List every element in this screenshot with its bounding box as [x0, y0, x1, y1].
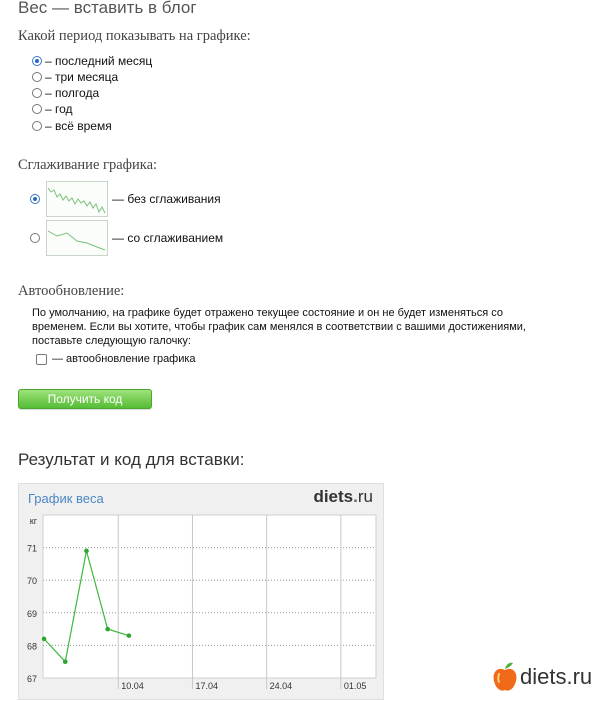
corner-logo-text: diets.ru: [520, 664, 593, 689]
smoothing-option-none[interactable]: [30, 181, 221, 217]
radio-button[interactable]: [30, 233, 40, 243]
autoupdate-description: По умолчанию, на графике будет отражено текущее состояние и он не будет изменяться со временем. Если вы хотите, чтобы график сам менялся в соответствии с вашими достижениями, поставьте следующую галочку:: [32, 307, 526, 347]
radio-button[interactable]: [32, 121, 42, 131]
period-option-half-year[interactable]: [32, 85, 99, 101]
radio-button[interactable]: [32, 72, 42, 82]
plot-area: [43, 515, 376, 678]
period-option-label: – последний месяц: [45, 54, 153, 68]
x-tick-label: 10.04: [121, 681, 144, 691]
diets-ru-corner-logo: [492, 661, 592, 693]
y-tick-label: 67: [26, 674, 37, 684]
x-tick-label: 17.04: [195, 681, 218, 691]
y-tick-label: 69: [26, 608, 37, 619]
smoothing-option-smooth[interactable]: [30, 220, 223, 256]
smooth-line-chart-icon: [46, 220, 108, 256]
y-tick-label: 70: [26, 576, 37, 587]
period-option-label: – полгода: [45, 86, 100, 100]
data-point: [63, 659, 68, 664]
autoupdate-checkbox-label: — автообновление графика: [52, 353, 196, 365]
period-section-label: Какой период показывать на графике:: [18, 28, 251, 44]
page-title: Вес — вставить в блог: [18, 0, 197, 17]
x-tick-label: 01.05: [343, 681, 367, 691]
get-code-button[interactable]: Получить код: [18, 389, 152, 409]
radio-button-checked[interactable]: [32, 56, 42, 66]
weight-chart-widget: [18, 483, 384, 700]
autoupdate-section-label: Автообновление:: [18, 283, 125, 299]
period-option-label: – год: [45, 102, 73, 116]
period-option-label: – три месяца: [45, 70, 119, 84]
period-option-last-month[interactable]: [32, 53, 152, 69]
smoothing-option-label: — без сглаживания: [112, 192, 221, 206]
data-point: [127, 633, 132, 638]
apple-logo-icon: [492, 661, 518, 693]
data-point: [42, 637, 47, 642]
widget-title: График веса: [28, 491, 104, 506]
data-point: [84, 549, 89, 554]
y-tick-label: 68: [26, 641, 37, 652]
smoothing-section-label: Сглаживание графика:: [18, 157, 158, 173]
autoupdate-checkbox-row[interactable]: [36, 353, 196, 365]
period-option-label: – всё время: [45, 119, 112, 133]
period-option-all-time[interactable]: [32, 118, 112, 134]
jagged-line-chart-icon: [46, 181, 108, 217]
radio-button[interactable]: [32, 88, 42, 98]
smoothing-option-label: — со сглаживанием: [112, 231, 224, 245]
y-axis-label: кг: [29, 516, 37, 526]
x-tick-label: 24.04: [269, 681, 293, 691]
y-tick-label: 71: [26, 543, 37, 554]
radio-button[interactable]: [32, 104, 42, 114]
result-section-title: Результат и код для вставки:: [18, 450, 245, 469]
period-option-three-months[interactable]: [32, 69, 118, 85]
period-option-year[interactable]: [32, 101, 73, 117]
autoupdate-checkbox[interactable]: [36, 354, 47, 365]
data-point: [105, 627, 110, 632]
weight-line-chart: [19, 484, 385, 701]
radio-button-checked[interactable]: [30, 194, 40, 204]
widget-brand-logo: diets.ru: [313, 487, 373, 506]
